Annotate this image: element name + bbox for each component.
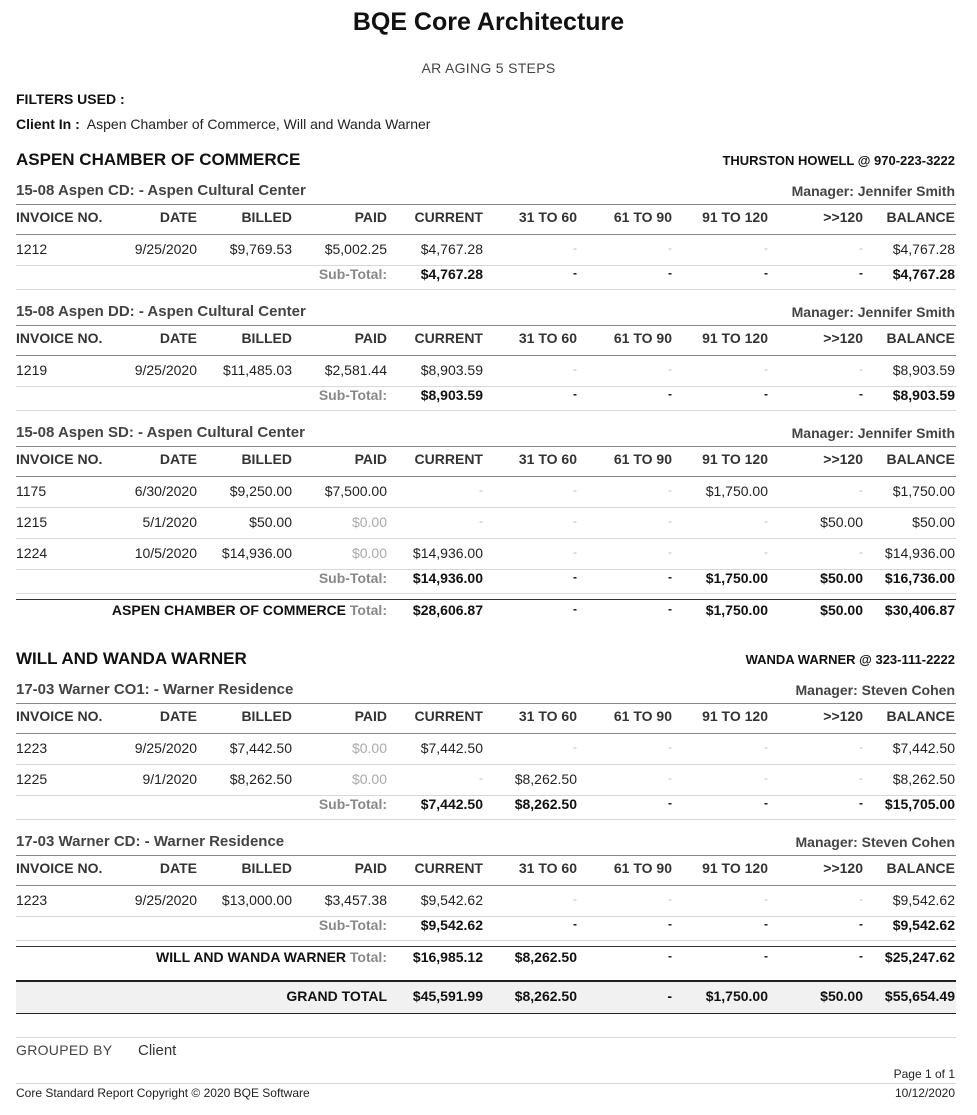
grand-total-current: $45,591.99 xyxy=(412,988,483,1004)
cell-date: 9/25/2020 xyxy=(134,740,197,756)
client-total-days-91-120: $1,750.00 xyxy=(705,602,768,618)
header-invoice-no: INVOICE NO. xyxy=(16,330,103,346)
client-total-days-over-120: - xyxy=(859,949,863,963)
cell-billed: $7,442.50 xyxy=(229,740,292,756)
grand-total-label: GRAND TOTAL xyxy=(286,988,387,1004)
cell-balance: $9,542.62 xyxy=(892,892,955,908)
cell-date: 9/25/2020 xyxy=(134,362,197,378)
subtotal-row xyxy=(0,570,977,594)
cell-days-over-120: - xyxy=(859,892,863,906)
client-total-balance: $25,247.62 xyxy=(884,949,955,965)
subtotal-label: Sub-Total: xyxy=(318,796,387,812)
cell-invoice-no: 1225 xyxy=(16,771,48,787)
cell-days-over-120: - xyxy=(859,241,863,255)
subtotal-days-31-60: - xyxy=(573,570,577,584)
invoice-row xyxy=(0,771,977,795)
subtotal-label: Sub-Total: xyxy=(318,917,387,933)
cell-paid: $0.00 xyxy=(351,545,387,561)
grand-total-days-91-120: $1,750.00 xyxy=(705,988,768,1004)
cell-days-31-60: - xyxy=(573,892,577,906)
cell-paid: $7,500.00 xyxy=(324,483,387,499)
client-total-label xyxy=(156,949,387,965)
cell-days-over-120: - xyxy=(859,740,863,754)
header-days-91-120: 91 TO 120 xyxy=(702,860,768,876)
cell-balance: $8,262.50 xyxy=(892,771,955,787)
subtotal-divider xyxy=(16,819,956,820)
project-manager: Manager: Steven Cohen xyxy=(795,682,955,698)
project-manager: Manager: Jennifer Smith xyxy=(791,183,955,199)
project-manager: Manager: Jennifer Smith xyxy=(791,425,955,441)
header-current: CURRENT xyxy=(414,330,483,346)
header-bottom-border xyxy=(16,355,956,356)
column-header-row xyxy=(0,209,977,233)
grand-total-days-31-60: $8,262.50 xyxy=(514,988,577,1004)
cell-days-31-60: - xyxy=(573,514,577,528)
header-paid: PAID xyxy=(354,860,387,876)
header-days-61-90: 61 TO 90 xyxy=(613,209,672,225)
cell-current: - xyxy=(479,771,483,785)
subtotal-row xyxy=(0,796,977,820)
header-days-over-120: >>120 xyxy=(823,860,863,876)
header-paid: PAID xyxy=(354,708,387,724)
client-total-days-61-90: - xyxy=(668,602,672,616)
subtotal-balance: $8,903.59 xyxy=(892,387,955,403)
subtotal-current: $14,936.00 xyxy=(412,570,483,586)
header-current: CURRENT xyxy=(414,860,483,876)
grouped-by-label: GROUPED BY xyxy=(16,1042,113,1058)
cell-date: 5/1/2020 xyxy=(142,514,197,530)
header-days-31-60: 31 TO 60 xyxy=(518,860,577,876)
cell-paid: $2,581.44 xyxy=(324,362,387,378)
header-days-31-60: 31 TO 60 xyxy=(518,330,577,346)
filter-label: Client In : xyxy=(16,116,80,132)
project-manager: Manager: Steven Cohen xyxy=(795,834,955,850)
header-balance: BALANCE xyxy=(886,209,955,225)
cell-date: 6/30/2020 xyxy=(134,483,197,499)
header-days-91-120: 91 TO 120 xyxy=(702,451,768,467)
header-days-61-90: 61 TO 90 xyxy=(613,708,672,724)
header-invoice-no: INVOICE NO. xyxy=(16,708,103,724)
header-invoice-no: INVOICE NO. xyxy=(16,860,103,876)
subtotal-days-61-90: - xyxy=(668,796,672,810)
cell-days-31-60: $8,262.50 xyxy=(514,771,577,787)
cell-days-61-90: - xyxy=(668,241,672,255)
page-number: Page 1 of 1 xyxy=(893,1067,955,1081)
cell-days-91-120: - xyxy=(764,771,768,785)
header-top-border xyxy=(16,446,956,447)
header-top-border xyxy=(16,855,956,856)
subtotal-divider xyxy=(16,940,956,941)
header-days-over-120: >>120 xyxy=(823,209,863,225)
subtotal-label: Sub-Total: xyxy=(318,570,387,586)
header-top-border xyxy=(16,204,956,205)
grand-total-days-over-120: $50.00 xyxy=(820,988,863,1004)
subtotal-days-61-90: - xyxy=(668,570,672,584)
cell-current: $4,767.28 xyxy=(420,241,483,257)
header-paid: PAID xyxy=(354,209,387,225)
cell-billed: $9,250.00 xyxy=(229,483,292,499)
header-invoice-no: INVOICE NO. xyxy=(16,451,103,467)
grand-total-row xyxy=(0,988,977,1012)
cell-invoice-no: 1224 xyxy=(16,545,48,561)
header-balance: BALANCE xyxy=(886,330,955,346)
header-billed: BILLED xyxy=(241,209,292,225)
client-total-word: Total: xyxy=(349,602,387,618)
header-current: CURRENT xyxy=(414,451,483,467)
header-days-61-90: 61 TO 90 xyxy=(613,860,672,876)
cell-current: $8,903.59 xyxy=(420,362,483,378)
header-bottom-border xyxy=(16,476,956,477)
client-name: ASPEN CHAMBER OF COMMERCE xyxy=(16,150,301,169)
cell-days-31-60: - xyxy=(573,483,577,497)
cell-days-91-120: - xyxy=(764,740,768,754)
invoice-row xyxy=(0,241,977,265)
invoice-row xyxy=(0,740,977,764)
subtotal-days-over-120: $50.00 xyxy=(820,570,863,586)
project-name: 15-08 Aspen CD: - Aspen Cultural Center xyxy=(16,182,306,199)
client-total-balance: $30,406.87 xyxy=(884,602,955,618)
subtotal-days-31-60: $8,262.50 xyxy=(514,796,577,812)
client-total-days-over-120: $50.00 xyxy=(820,602,863,618)
header-date: DATE xyxy=(159,209,197,225)
subtotal-label: Sub-Total: xyxy=(318,387,387,403)
project-name: 17-03 Warner CD: - Warner Residence xyxy=(16,833,285,850)
cell-billed: $13,000.00 xyxy=(221,892,292,908)
cell-invoice-no: 1175 xyxy=(16,483,47,499)
subtotal-current: $4,767.28 xyxy=(420,266,483,282)
subtotal-current: $9,542.62 xyxy=(420,917,483,933)
header-balance: BALANCE xyxy=(886,451,955,467)
header-date: DATE xyxy=(159,708,197,724)
cell-days-91-120: - xyxy=(764,892,768,906)
cell-days-31-60: - xyxy=(573,362,577,376)
cell-days-61-90: - xyxy=(668,514,672,528)
cell-balance: $8,903.59 xyxy=(892,362,955,378)
header-paid: PAID xyxy=(354,330,387,346)
filter-value: Aspen Chamber of Commerce, Will and Wanda Warner xyxy=(86,116,431,132)
filters-heading: FILTERS USED : xyxy=(16,91,125,107)
header-bottom-border xyxy=(16,234,956,235)
cell-billed: $9,769.53 xyxy=(229,241,292,257)
client-total-row xyxy=(0,949,977,973)
subtotal-days-61-90: - xyxy=(668,917,672,931)
cell-days-over-120: $50.00 xyxy=(820,514,863,530)
header-date: DATE xyxy=(159,451,197,467)
cell-invoice-no: 1212 xyxy=(16,241,48,257)
subtotal-days-91-120: - xyxy=(764,796,768,810)
grand-total-days-61-90: - xyxy=(667,988,672,1004)
subtotal-row xyxy=(0,387,977,411)
cell-days-91-120: - xyxy=(764,362,768,376)
cell-date: 9/25/2020 xyxy=(134,241,197,257)
client-total-current: $16,985.12 xyxy=(412,949,483,965)
subtotal-days-91-120: $1,750.00 xyxy=(705,570,768,586)
cell-balance: $50.00 xyxy=(912,514,955,530)
cell-date: 9/25/2020 xyxy=(134,892,197,908)
invoice-row xyxy=(0,514,977,538)
cell-days-91-120: $1,750.00 xyxy=(705,483,768,499)
project-name: 15-08 Aspen SD: - Aspen Cultural Center xyxy=(16,424,305,441)
invoice-row xyxy=(0,892,977,916)
cell-days-61-90: - xyxy=(668,771,672,785)
grouped-by-value: Client xyxy=(138,1042,177,1059)
cell-balance: $4,767.28 xyxy=(892,241,955,257)
cell-days-over-120: - xyxy=(859,545,863,559)
cell-balance: $7,442.50 xyxy=(892,740,955,756)
client-contact: THURSTON HOWELL @ 970-223-3222 xyxy=(722,153,955,168)
copyright-text: Core Standard Report Copyright © 2020 BQE Software xyxy=(16,1086,310,1100)
row-divider xyxy=(16,538,956,539)
project-name: 17-03 Warner CO1: - Warner Residence xyxy=(16,681,294,698)
subtotal-balance: $15,705.00 xyxy=(884,796,955,812)
header-days-31-60: 31 TO 60 xyxy=(518,451,577,467)
cell-days-61-90: - xyxy=(668,740,672,754)
header-bottom-border xyxy=(16,885,956,886)
header-invoice-no: INVOICE NO. xyxy=(16,209,103,225)
header-days-over-120: >>120 xyxy=(823,708,863,724)
subtotal-days-over-120: - xyxy=(859,266,863,280)
subtotal-days-31-60: - xyxy=(573,917,577,931)
cell-current: $14,936.00 xyxy=(412,545,483,561)
subtotal-divider xyxy=(16,410,956,411)
client-total-days-91-120: - xyxy=(764,949,768,963)
invoice-row xyxy=(0,545,977,569)
column-header-row xyxy=(0,451,977,475)
subtotal-current: $7,442.50 xyxy=(420,796,483,812)
subtotal-days-91-120: - xyxy=(764,266,768,280)
cell-days-31-60: - xyxy=(573,545,577,559)
cell-balance: $14,936.00 xyxy=(884,545,955,561)
report-title: AR AGING 5 STEPS xyxy=(421,60,556,76)
header-days-31-60: 31 TO 60 xyxy=(518,209,577,225)
client-total-current: $28,606.87 xyxy=(412,602,483,618)
cell-days-61-90: - xyxy=(668,483,672,497)
subtotal-balance: $16,736.00 xyxy=(884,570,955,586)
header-billed: BILLED xyxy=(241,708,292,724)
filter-client-line xyxy=(16,116,430,132)
cell-billed: $14,936.00 xyxy=(221,545,292,561)
header-days-91-120: 91 TO 120 xyxy=(702,330,768,346)
header-days-31-60: 31 TO 60 xyxy=(518,708,577,724)
cell-current: $9,542.62 xyxy=(420,892,483,908)
cell-days-over-120: - xyxy=(859,362,863,376)
subtotal-current: $8,903.59 xyxy=(420,387,483,403)
cell-paid: $0.00 xyxy=(351,514,387,530)
cell-paid: $0.00 xyxy=(351,771,387,787)
header-days-91-120: 91 TO 120 xyxy=(702,209,768,225)
header-days-61-90: 61 TO 90 xyxy=(613,330,672,346)
cell-days-91-120: - xyxy=(764,241,768,255)
client-contact: WANDA WARNER @ 323-111-2222 xyxy=(745,652,955,667)
header-billed: BILLED xyxy=(241,451,292,467)
client-total-days-31-60: - xyxy=(573,602,577,616)
subtotal-days-over-120: - xyxy=(859,796,863,810)
cell-balance: $1,750.00 xyxy=(892,483,955,499)
subtotal-balance: $4,767.28 xyxy=(892,266,955,282)
cell-days-over-120: - xyxy=(859,771,863,785)
cell-days-61-90: - xyxy=(668,892,672,906)
column-header-row xyxy=(0,330,977,354)
header-days-over-120: >>120 xyxy=(823,330,863,346)
subtotal-days-over-120: - xyxy=(859,387,863,401)
header-current: CURRENT xyxy=(414,708,483,724)
cell-current: $7,442.50 xyxy=(420,740,483,756)
cell-invoice-no: 1223 xyxy=(16,892,48,908)
subtotal-label: Sub-Total: xyxy=(318,266,387,282)
client-name: WILL AND WANDA WARNER xyxy=(16,649,247,668)
subtotal-row xyxy=(0,917,977,941)
subtotal-days-31-60: - xyxy=(573,387,577,401)
subtotal-balance: $9,542.62 xyxy=(892,917,955,933)
cell-days-91-120: - xyxy=(764,514,768,528)
row-divider xyxy=(16,764,956,765)
cell-days-91-120: - xyxy=(764,545,768,559)
cell-paid: $5,002.25 xyxy=(324,241,387,257)
cell-days-31-60: - xyxy=(573,241,577,255)
header-billed: BILLED xyxy=(241,860,292,876)
client-total-row xyxy=(0,602,977,626)
column-header-row xyxy=(0,860,977,884)
cell-date: 9/1/2020 xyxy=(142,771,197,787)
subtotal-divider xyxy=(16,593,956,594)
header-days-91-120: 91 TO 120 xyxy=(702,708,768,724)
invoice-row xyxy=(0,483,977,507)
footer-bottom-divider xyxy=(16,1083,956,1084)
header-balance: BALANCE xyxy=(886,708,955,724)
cell-current: - xyxy=(479,483,483,497)
subtotal-days-91-120: - xyxy=(764,917,768,931)
header-billed: BILLED xyxy=(241,330,292,346)
client-total-days-61-90: - xyxy=(668,949,672,963)
header-paid: PAID xyxy=(354,451,387,467)
client-total-border xyxy=(16,599,956,600)
subtotal-days-61-90: - xyxy=(668,387,672,401)
header-bottom-border xyxy=(16,733,956,734)
client-total-name: ASPEN CHAMBER OF COMMERCE xyxy=(111,602,350,618)
header-days-61-90: 61 TO 90 xyxy=(613,451,672,467)
client-total-days-31-60: $8,262.50 xyxy=(514,949,577,965)
cell-paid: $3,457.38 xyxy=(324,892,387,908)
header-days-over-120: >>120 xyxy=(823,451,863,467)
project-manager: Manager: Jennifer Smith xyxy=(791,304,955,320)
grand-total-balance: $55,654.49 xyxy=(884,988,955,1004)
header-date: DATE xyxy=(159,860,197,876)
cell-invoice-no: 1223 xyxy=(16,740,48,756)
column-header-row xyxy=(0,708,977,732)
cell-days-61-90: - xyxy=(668,362,672,376)
subtotal-days-91-120: - xyxy=(764,387,768,401)
project-name: 15-08 Aspen DD: - Aspen Cultural Center xyxy=(16,303,306,320)
cell-billed: $50.00 xyxy=(249,514,292,530)
cell-billed: $8,262.50 xyxy=(229,771,292,787)
cell-date: 10/5/2020 xyxy=(134,545,197,561)
subtotal-divider xyxy=(16,289,956,290)
client-total-label xyxy=(112,602,387,618)
cell-paid: $0.00 xyxy=(351,740,387,756)
report-company-title: BQE Core Architecture xyxy=(352,8,625,36)
header-balance: BALANCE xyxy=(886,860,955,876)
footer-divider xyxy=(16,1037,956,1038)
subtotal-days-61-90: - xyxy=(668,266,672,280)
cell-current: - xyxy=(479,514,483,528)
client-total-border xyxy=(16,946,956,947)
subtotal-days-over-120: - xyxy=(859,917,863,931)
cell-days-61-90: - xyxy=(668,545,672,559)
cell-billed: $11,485.03 xyxy=(222,362,292,378)
print-date: 10/12/2020 xyxy=(894,1086,955,1100)
cell-days-31-60: - xyxy=(573,740,577,754)
row-divider xyxy=(16,507,956,508)
invoice-row xyxy=(0,362,977,386)
subtotal-row xyxy=(0,266,977,290)
client-total-word: Total: xyxy=(349,949,387,965)
cell-days-over-120: - xyxy=(859,483,863,497)
client-total-name: WILL AND WANDA WARNER xyxy=(156,949,350,965)
header-top-border xyxy=(16,703,956,704)
subtotal-days-31-60: - xyxy=(573,266,577,280)
cell-invoice-no: 1219 xyxy=(16,362,48,378)
header-date: DATE xyxy=(159,330,197,346)
header-current: CURRENT xyxy=(414,209,483,225)
header-top-border xyxy=(16,325,956,326)
cell-invoice-no: 1215 xyxy=(16,514,48,530)
